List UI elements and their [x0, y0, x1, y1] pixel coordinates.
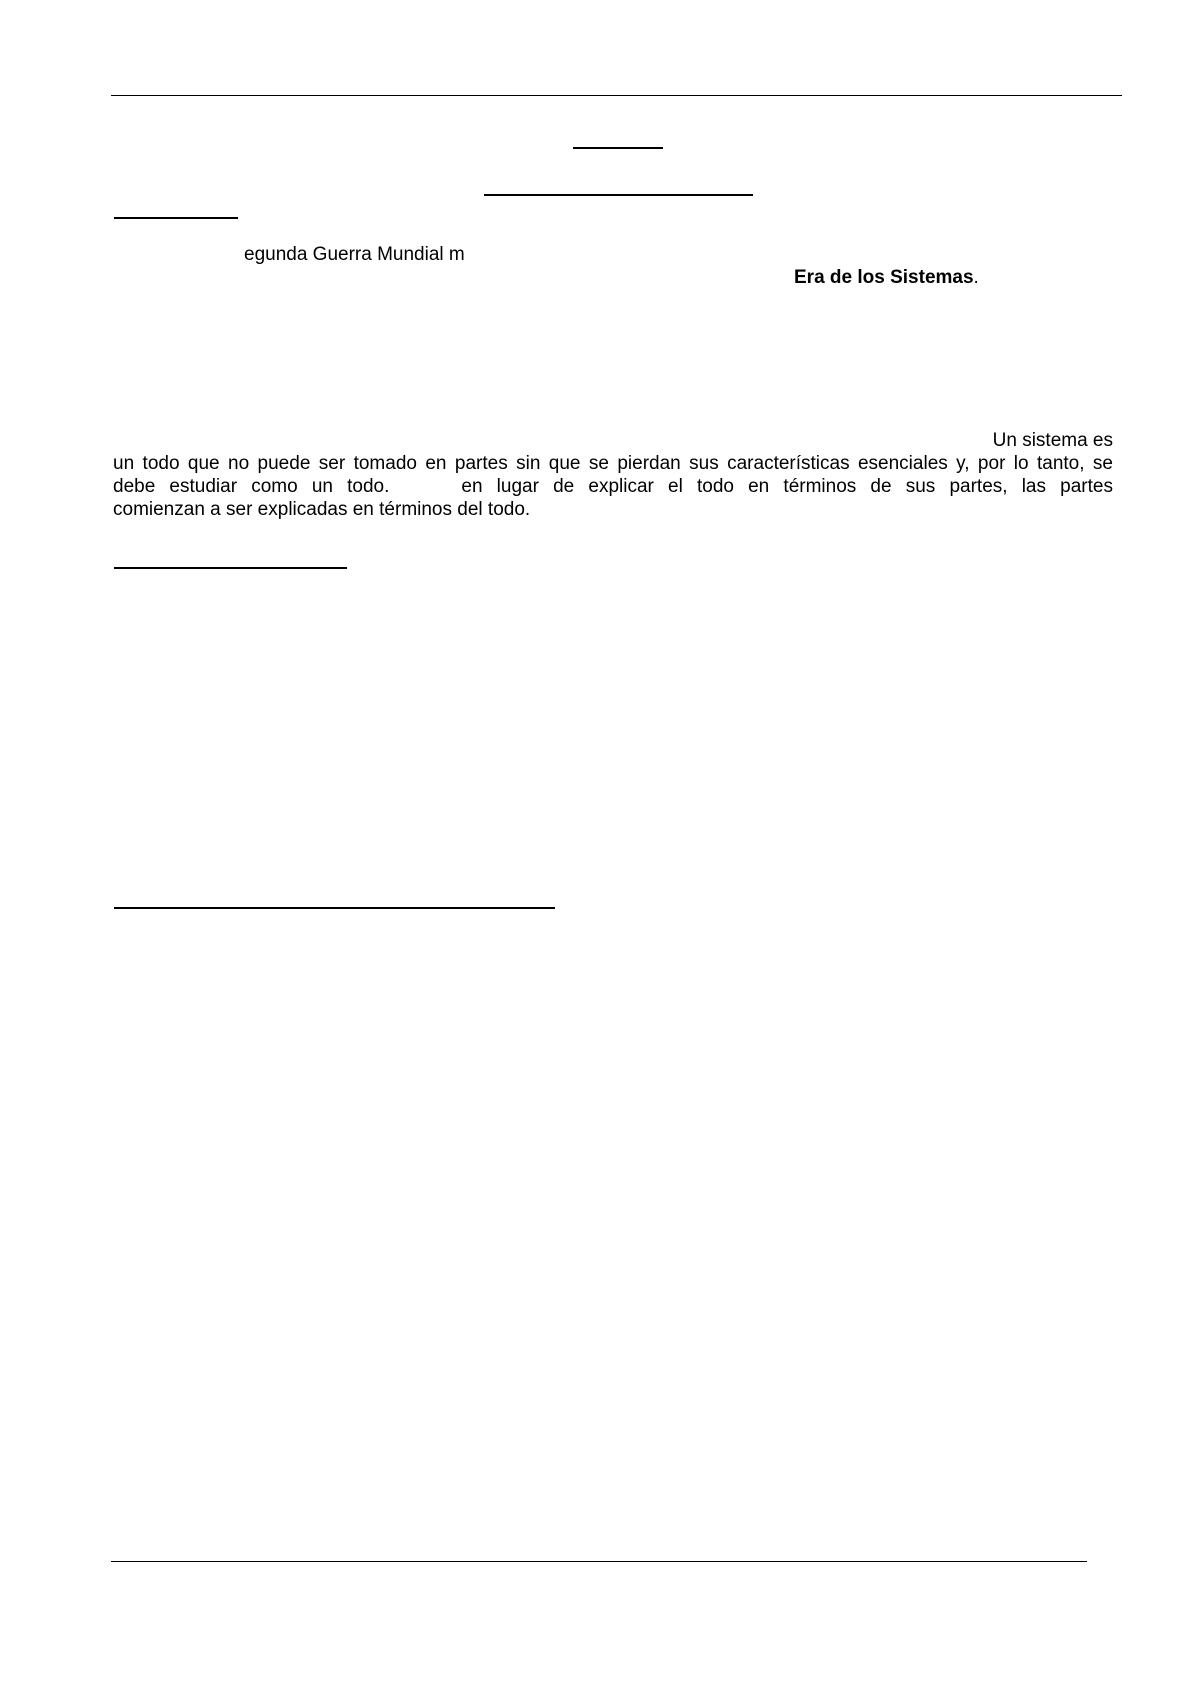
emphasis-period: . — [973, 267, 979, 288]
paragraph-line-3 — [113, 475, 1113, 498]
intro-emphasis-line — [794, 266, 979, 289]
paragraph-line-3a: debe estudiar como un todo. — [113, 476, 390, 497]
footer-rule — [111, 1561, 1087, 1562]
section-heading-underline-2 — [114, 567, 347, 569]
paragraph-line-4: comienzan a ser explicadas en términos del todo. — [113, 499, 531, 520]
title-underline — [573, 147, 663, 149]
paragraph-line-3b: en lugar de explicar el todo en términos de sus partes, las partes — [461, 476, 1113, 497]
section-heading-underline-1 — [114, 217, 238, 219]
system-definition-paragraph — [113, 429, 1113, 521]
section-heading-underline-3 — [114, 907, 555, 909]
intro-fragment: egunda Guerra Mundial m — [244, 244, 465, 265]
subtitle-underline — [484, 194, 753, 196]
paragraph-line-2: un todo que no puede ser tomado en partes sin que se pierdan sus características esenciales y, por lo tanto, se — [113, 453, 1113, 474]
header-rule — [111, 95, 1122, 96]
era-de-los-sistemas: Era de los Sistemas — [794, 267, 974, 288]
paragraph-line-1: Un sistema es — [992, 430, 1113, 451]
